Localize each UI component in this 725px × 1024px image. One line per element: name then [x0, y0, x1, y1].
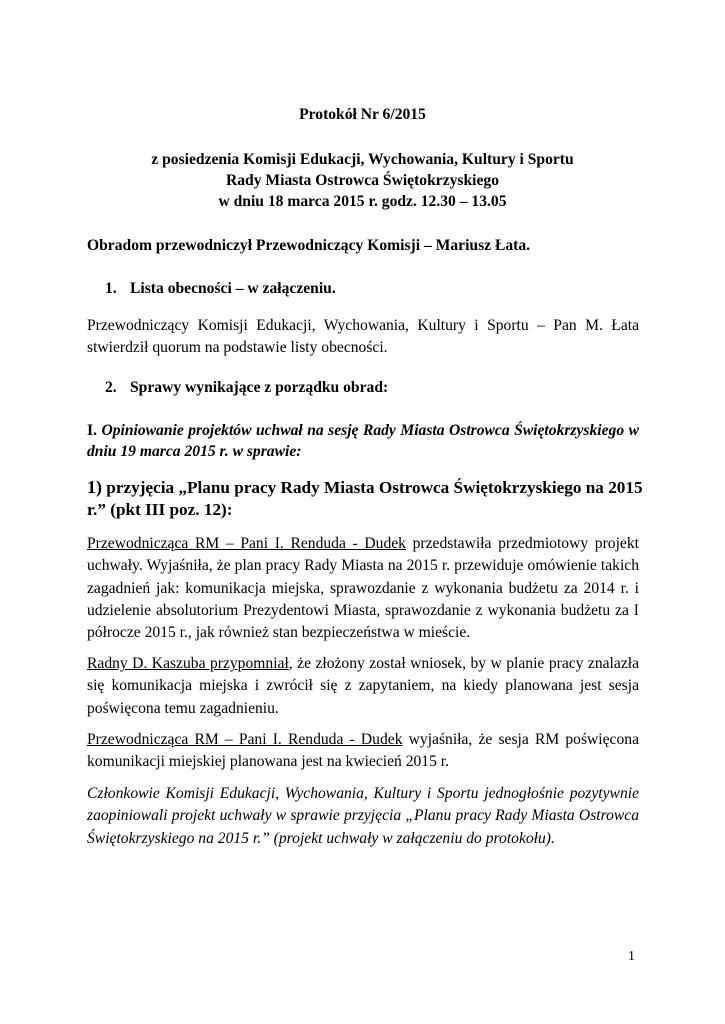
- council-line: Rady Miasta Ostrowca Świętokrzyskiego: [225, 172, 499, 189]
- agenda-label: Sprawy wynikające z porządku obrad:: [130, 379, 389, 396]
- speaker-name: Radny D. Kaszuba przypomniał: [87, 655, 289, 672]
- section-text: Opiniowanie projektów uchwał na sesję Rady Miasta Ostrowca Świętokrzyskiego w dniu 19 marca 2015 r. w sprawie:: [87, 422, 640, 460]
- agenda-item-1: [105, 279, 336, 299]
- agenda-label: Lista obecności – w załączeniu.: [130, 280, 336, 297]
- speaker-name: Przewodnicząca RM – Pani I. Renduda - Dudek: [87, 731, 403, 748]
- agenda-number: 2.: [105, 379, 117, 396]
- section-heading: [87, 420, 639, 462]
- speaker-statement: wyjaśniła, że sesja RM poświęcona komunikacji miejskiej planowana jest na kwiecień 2015 r.: [87, 731, 639, 771]
- discussion-paragraph-2: [87, 653, 639, 720]
- item-number: 1): [87, 477, 102, 497]
- section-roman: I.: [87, 422, 97, 439]
- item-heading: [87, 476, 647, 521]
- date-line: w dniu 18 marca 2015 r. godz. 12.30 – 13.05: [218, 193, 507, 210]
- item-text: przyjęcia „Planu pracy Rady Miasta Ostrowca Świętokrzyskiego na 2015 r.” (pkt III poz. 12):: [87, 478, 643, 519]
- conclusion-paragraph: Członkowie Komisji Edukacji, Wychowania, Kultury i Sportu jednogłośnie pozytywnie zaopiniowali projekt uchwały w sprawie przyjęcia „Planu pracy Rady Miasta Ostrowca Świętokrzyskiego na 2015 r.” (projekt uchwały w załączeniu do protokołu).: [87, 785, 639, 847]
- meeting-line: z posiedzenia Komisji Edukacji, Wychowania, Kultury i Sportu: [151, 151, 574, 168]
- speaker-statement: przedstawiła przedmiotowy projekt uchwały. Wyjaśniła, że plan pracy Rady Miasta na 2015 r. przewiduje omówienie takich zagadnień jak: komunikacja miejska, sprawozdanie z wykonania budżetu za 2014 r. i udzielenie absolutorium Prezydentowi Miasta, sprawozdanie z wykonania budżetu za I półrocze 2015 r., jak również stan bezpieczeństwa w mieście.: [87, 535, 639, 642]
- agenda-item-2: [105, 378, 388, 398]
- discussion-paragraph-1: [87, 533, 639, 644]
- document-title: Protokół Nr 6/2015: [299, 106, 426, 123]
- page-number: 1: [628, 949, 635, 964]
- speaker-name: Przewodnicząca RM – Pani I. Renduda - Dudek: [87, 535, 406, 552]
- quorum-paragraph: Przewodniczący Komisji Edukacji, Wychowania, Kultury i Sportu – Pan M. Łata stwierdził quorum na podstawie listy obecności.: [87, 317, 639, 357]
- speaker-statement: , że złożony został wniosek, by w planie pracy znalazła się komunikacja miejska i zwrócił się z zapytaniem, na kiedy planowana jest sesja poświęcona temu zagadnieniu.: [87, 655, 639, 717]
- chair-statement: Obradom przewodniczył Przewodniczący Komisji – Mariusz Łata.: [87, 237, 531, 254]
- agenda-number: 1.: [105, 280, 117, 297]
- discussion-paragraph-3: [87, 729, 639, 774]
